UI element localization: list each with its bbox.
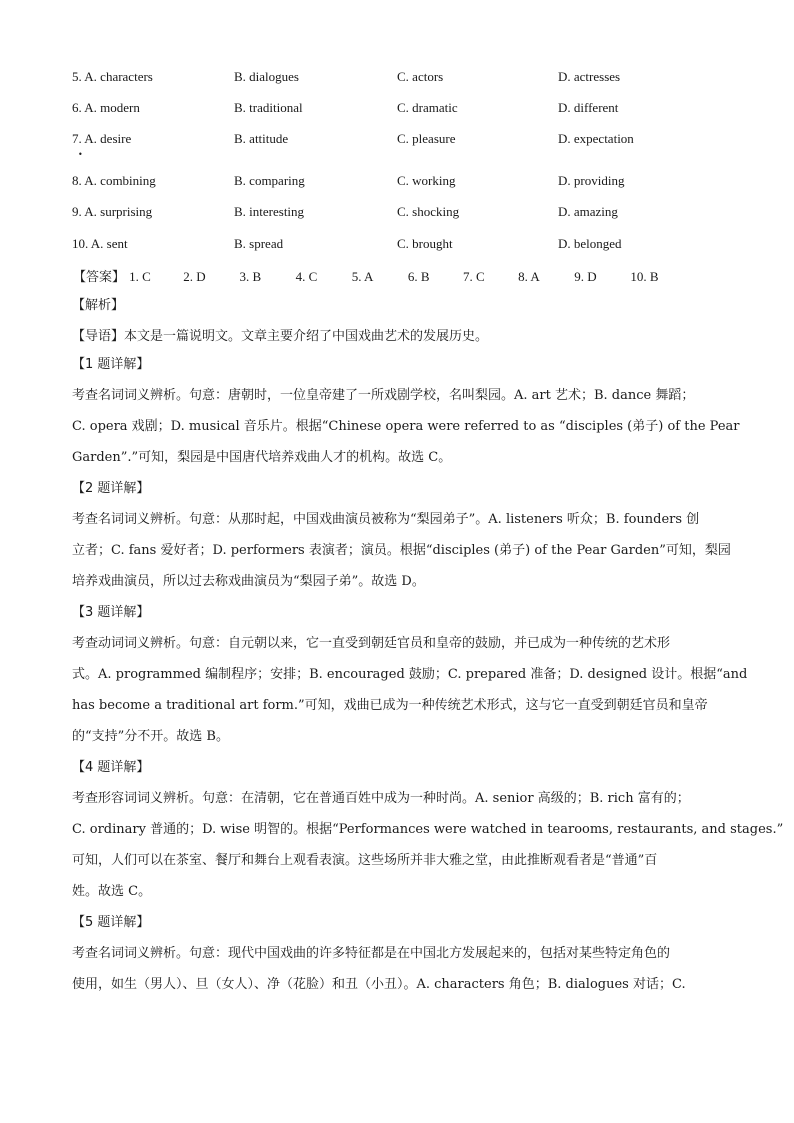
question-10-options [72,236,732,256]
option-c: C. pleasure [397,131,456,146]
option-a: 9. A. surprising [72,204,153,219]
option-c: C. shocking [397,204,460,219]
option-b: B. comparing [234,173,305,188]
question-9-options [72,204,732,224]
section-line: 考查动词词义辨析。句意：自元朝以来，它一直受到朝廷官员和皇帝的鼓励，并已成为一种传统的艺术形 [72,636,671,651]
option-d: D. different [558,100,619,115]
section-title: 【4 题详解】 [72,760,150,775]
answer-item: 10. B [630,269,659,284]
answer-item: 9. D [574,269,597,284]
stray-dot-mark: • [78,150,83,159]
question-5-options [72,69,732,89]
question-8-options [72,173,732,193]
section-line: has become a traditional art form.”可知，戏曲已成为一种传统艺术形式，这与它一直受到朝廷官员和皇帝 [72,698,708,713]
option-b: B. traditional [234,100,303,115]
answer-item: 5. A [351,269,374,284]
answer-label: 【答案】 [73,270,126,285]
section-line: Garden”.”可知，梨园是中国唐代培养戏曲人才的机构。故选 C。 [72,450,452,465]
section-line: 使用，如生（男人）、旦（女人）、净（花脸）和丑（小丑）。A. characters 角色；B. dialogues 对话；C. [72,977,686,992]
option-a: 10. A. sent [72,236,128,251]
section-title: 【1 题详解】 [72,357,150,372]
option-c: C. dramatic [397,100,458,115]
answer-item: 6. B [407,269,430,284]
option-b: B. spread [234,236,284,251]
section-line: 可知，人们可以在茶室、餐厅和舞台上观看表演。这些场所并非大雅之堂，由此推断观看者是“普通”百 [72,853,658,868]
answer-key [73,266,659,285]
option-d: D. belonged [558,236,622,251]
section-line: 立者；C. fans 爱好者；D. performers 表演者；演员。根据“disciples (弟子) of the Pear Garden”可知，梨园 [72,543,731,558]
section-line: 考查名词词义辨析。句意：现代中国戏曲的许多特征都是在中国北方发展起来的，包括对某些特定角色的 [72,946,671,961]
option-a: 8. A. combining [72,173,156,188]
option-d: D. providing [558,173,625,188]
section-title: 【5 题详解】 [72,915,150,930]
answer-item: 3. B [239,269,262,284]
option-c: C. brought [397,236,453,251]
guide-text: 【导语】本文是一篇说明文。文章主要介绍了中国戏曲艺术的发展历史。 [72,329,489,344]
section-line: 姓。故选 C。 [72,884,152,899]
section-line: 考查名词词义辨析。句意：从那时起，中国戏曲演员被称为“梨园弟子”。A. listeners 听众；B. founders 创 [72,512,700,527]
question-6-options [72,100,732,120]
section-line: 培养戏曲演员，所以过去称戏曲演员为“梨园子弟”。故选 D。 [72,574,425,589]
section-line: 式。A. programmed 编制程序；安排；B. encouraged 鼓励；C. prepared 准备；D. designed 设计。根据“and [72,667,748,682]
section-line: 考查形容词词义辨析。句意：在清朝，它在普通百姓中成为一种时尚。A. senior 高级的；B. rich 富有的； [72,791,690,806]
answer-item: 7. C [463,269,485,284]
explanations [72,349,784,1000]
section-line: C. ordinary 普通的；D. wise 明智的。根据“Performances were watched in tearooms, restaurants, and stages.” [72,822,784,837]
answer-item: 8. A [518,269,540,284]
option-c: C. actors [397,69,444,84]
analysis-heading: 【解析】 [72,298,125,313]
option-d: D. actresses [558,69,621,84]
option-c: C. working [397,173,456,188]
section-title: 【2 题详解】 [72,481,150,496]
option-b: B. interesting [234,204,305,219]
section-line: 考查名词词义辨析。句意：唐朝时，一位皇帝建了一所戏剧学校，名叫梨园。A. art 艺术；B. dance 舞蹈； [72,388,695,403]
answer-item: 2. D [183,269,206,284]
question-7-options [72,131,732,151]
option-a: 6. A. modern [72,100,140,115]
section-line: C. opera 戏剧；D. musical 音乐片。根据“Chinese opera were referred to as “disciples (弟子) of the Pear [72,419,740,434]
option-d: D. expectation [558,131,634,146]
option-b: B. dialogues [234,69,299,84]
section-line: 的“支持”分不开。故选 B。 [72,729,229,744]
option-d: D. amazing [558,204,618,219]
answer-item: 4. C [295,269,318,284]
section-title: 【3 题详解】 [72,605,150,620]
option-a: 7. A. desire [72,131,132,146]
answer-item: 1. C [129,269,151,284]
option-a: 5. A. characters [72,69,153,84]
option-b: B. attitude [234,131,289,146]
